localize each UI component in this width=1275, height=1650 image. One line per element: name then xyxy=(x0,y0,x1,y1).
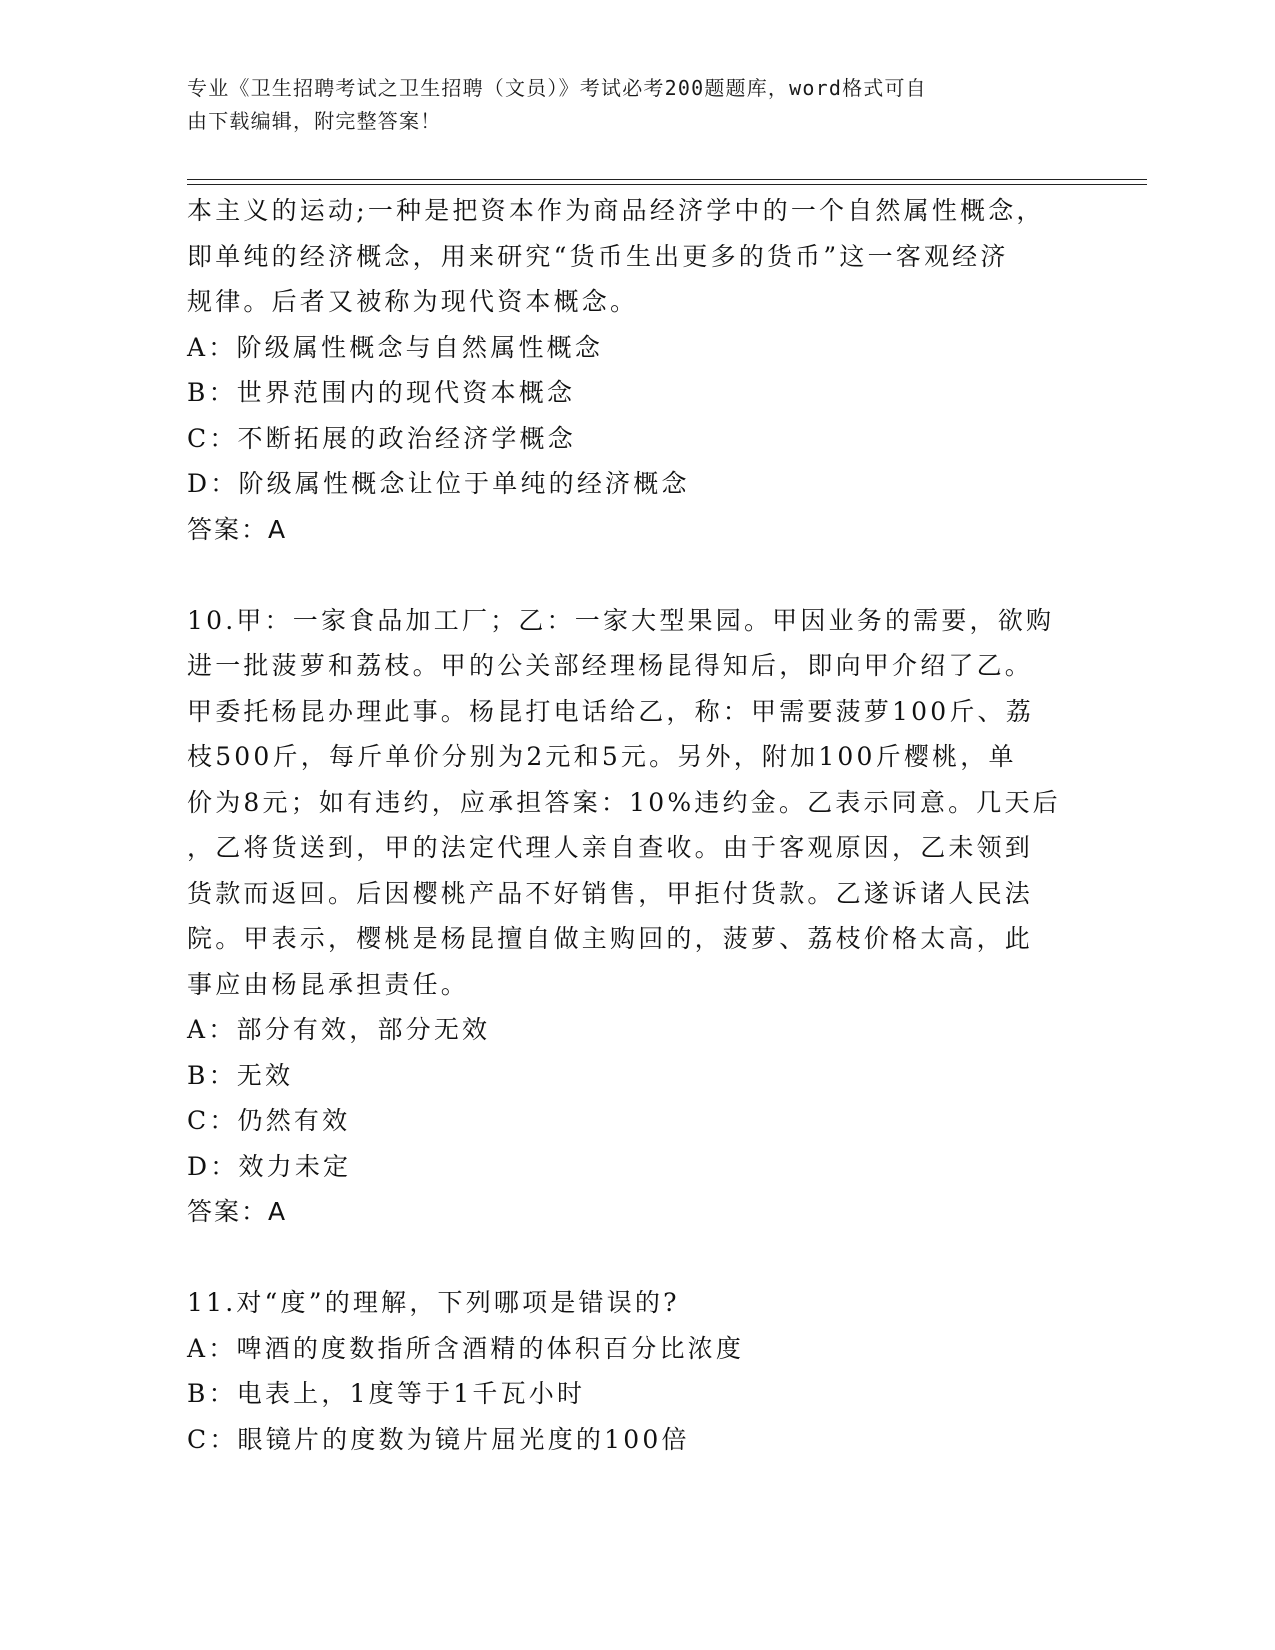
option-a: A：阶级属性概念与自然属性概念 xyxy=(187,332,604,362)
question-11 xyxy=(187,1280,1087,1462)
question-text-line: 本主义的运动;一种是把资本作为商品经济学中的一个自然属性概念， xyxy=(187,196,1045,225)
option-a: A：部分有效，部分无效 xyxy=(187,1015,491,1044)
question-text-line: ，乙将货送到，甲的法定代理人亲自查收。由于客观原因，乙未领到 xyxy=(187,833,1034,862)
question-text-line: 即单纯的经济概念，用来研究“货币生出更多的货币”这一客观经济 xyxy=(187,241,1009,271)
option-b: B：世界范围内的现代资本概念 xyxy=(187,378,576,407)
option-c: C：眼镜片的度数为镜片屈光度的100倍 xyxy=(187,1424,690,1454)
header-line-1: 专业《卫生招聘考试之卫生招聘（文员）》考试必考200题题库，word格式可自 xyxy=(187,76,927,100)
question-text-line: 10.甲：一家食品加工厂；乙：一家大型果园。甲因业务的需要，欲购 xyxy=(187,605,1055,635)
question-text-line: 货款而返回。后因樱桃产品不好销售，甲拒付货款。乙遂诉诸人民法 xyxy=(187,878,1034,908)
answer-line: 答案：A xyxy=(187,1197,288,1226)
option-c: C：仍然有效 xyxy=(187,1106,351,1135)
spacer xyxy=(187,1235,1087,1281)
header-line-2: 由下载编辑，附完整答案！ xyxy=(187,109,442,133)
question-text-line: 枝500斤，每斤单价分别为2元和5元。另外，附加100斤樱桃，单 xyxy=(187,742,1017,771)
question-text-line: 进一批菠萝和荔枝。甲的公关部经理杨昆得知后，即向甲介绍了乙。 xyxy=(187,651,1034,680)
spacer xyxy=(187,552,1087,598)
question-text-line: 价为8元；如有违约，应承担答案：10%违约金。乙表示同意。几天后 xyxy=(187,787,1061,817)
question-text-line: 11.对“度”的理解，下列哪项是错误的? xyxy=(187,1288,680,1317)
option-b: B：无效 xyxy=(187,1060,294,1090)
question-text-line: 甲委托杨昆办理此事。杨昆打电话给乙，称：甲需要菠萝100斤、荔 xyxy=(187,696,1034,726)
question-text-line: 规律。后者又被称为现代资本概念。 xyxy=(187,287,639,316)
header-divider-top xyxy=(187,179,1147,180)
option-d: D：效力未定 xyxy=(187,1151,352,1181)
document-body xyxy=(187,188,1087,1462)
option-c: C：不断拓展的政治经济学概念 xyxy=(187,423,576,453)
header-divider-bottom xyxy=(187,184,1147,185)
question-text-line: 院。甲表示，樱桃是杨昆擅自做主购回的，菠萝、荔枝价格太高，此 xyxy=(187,924,1034,953)
question-10 xyxy=(187,598,1087,1235)
option-d: D：阶级属性概念让位于单纯的经济概念 xyxy=(187,469,690,498)
option-b: B：电表上，1度等于1千瓦小时 xyxy=(187,1379,586,1408)
answer-line: 答案：A xyxy=(187,514,288,544)
document-header xyxy=(187,72,1087,138)
option-a: A：啤酒的度数指所含酒精的体积百分比浓度 xyxy=(187,1333,745,1363)
question-text-line: 事应由杨昆承担责任。 xyxy=(187,969,470,999)
question-9-continuation xyxy=(187,188,1087,552)
